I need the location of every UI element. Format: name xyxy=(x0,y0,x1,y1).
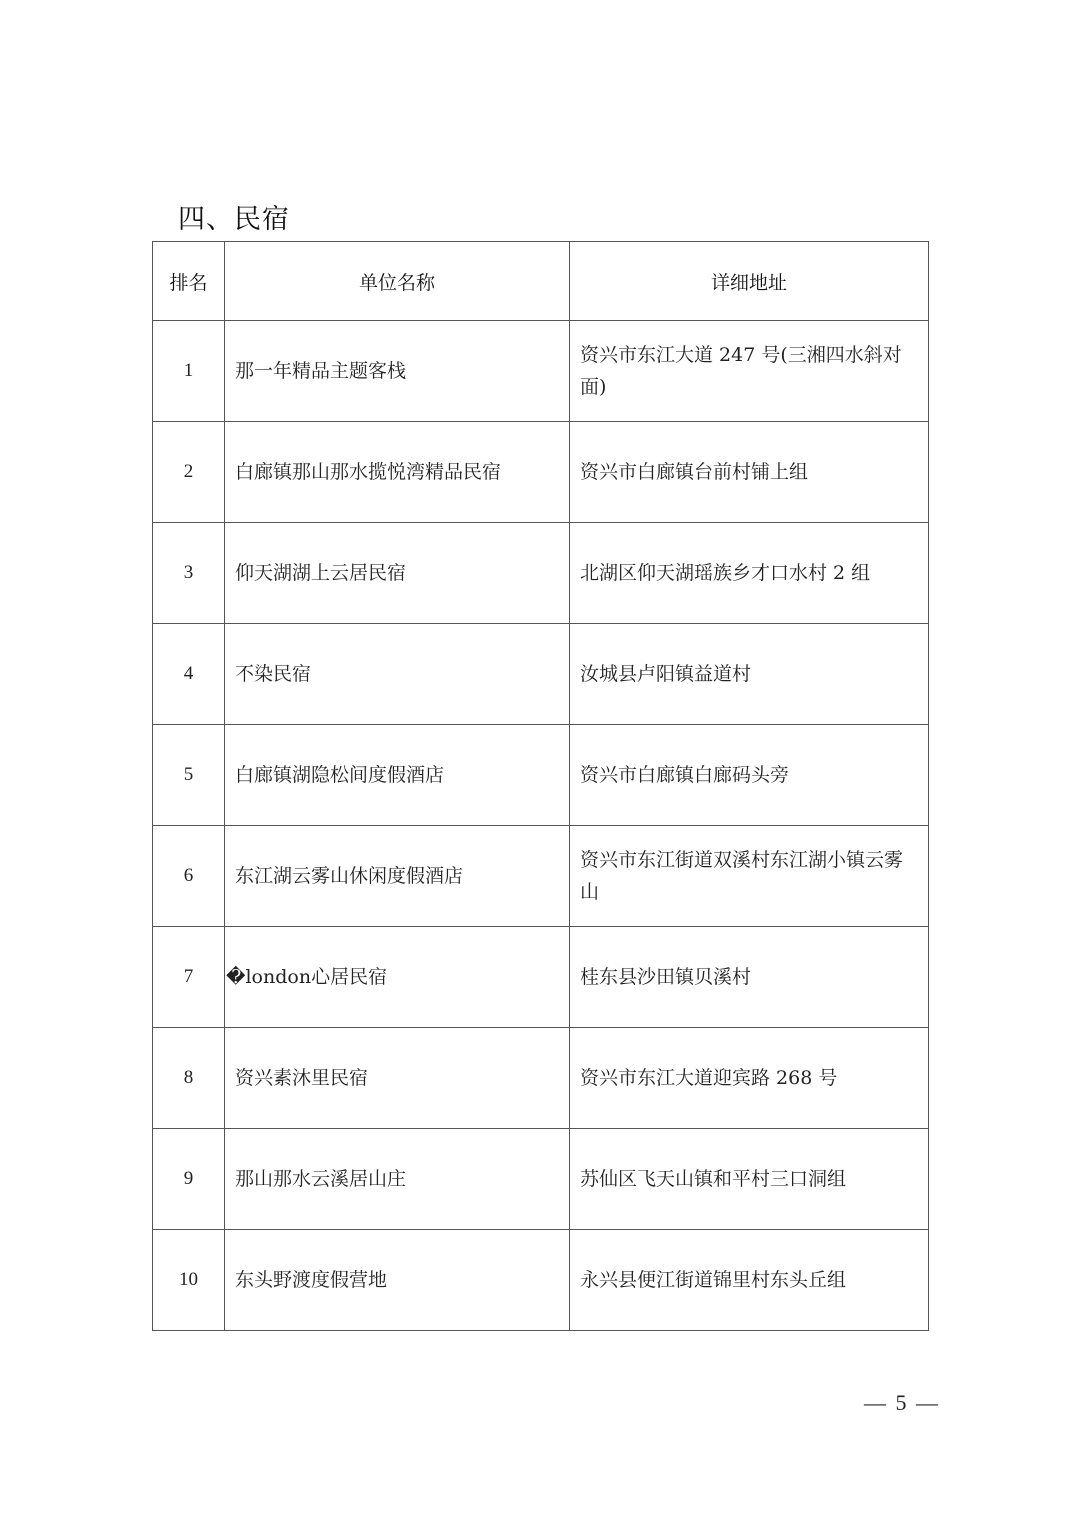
cell-rank: 6 xyxy=(153,826,225,927)
cell-name: 那一年精品主题客栈 xyxy=(225,321,570,422)
cell-address: 永兴县便江街道锦里村东头丘组 xyxy=(570,1230,929,1331)
cell-rank: 5 xyxy=(153,725,225,826)
cell-address: 苏仙区飞天山镇和平村三口洞组 xyxy=(570,1129,929,1230)
cell-rank: 10 xyxy=(153,1230,225,1331)
table-row xyxy=(153,826,929,927)
cell-address: 北湖区仰天湖瑶族乡才口水村 2 组 xyxy=(570,523,929,624)
header-name: 单位名称 xyxy=(225,242,570,321)
cell-rank: 9 xyxy=(153,1129,225,1230)
table-row xyxy=(153,1028,929,1129)
homestay-ranking-table xyxy=(152,241,929,1331)
cell-name: 不染民宿 xyxy=(225,624,570,725)
cell-rank: 1 xyxy=(153,321,225,422)
cell-address: 资兴市东江大道 247 号(三湘四水斜对面) xyxy=(570,321,929,422)
cell-name: �london心居民宿 xyxy=(225,927,570,1028)
cell-address: 资兴市东江大道迎宾路 268 号 xyxy=(570,1028,929,1129)
cell-rank: 4 xyxy=(153,624,225,725)
cell-address: 桂东县沙田镇贝溪村 xyxy=(570,927,929,1028)
table-row xyxy=(153,523,929,624)
cell-address: 资兴市白廊镇白廊码头旁 xyxy=(570,725,929,826)
table-row xyxy=(153,624,929,725)
cell-name: 东头野渡度假营地 xyxy=(225,1230,570,1331)
table-header-row xyxy=(153,242,929,321)
table-row xyxy=(153,725,929,826)
cell-name: 白廊镇那山那水揽悦湾精品民宿 xyxy=(225,422,570,523)
cell-name: 那山那水云溪居山庄 xyxy=(225,1129,570,1230)
cell-rank: 3 xyxy=(153,523,225,624)
table-row xyxy=(153,1129,929,1230)
table-row xyxy=(153,1230,929,1331)
cell-rank: 2 xyxy=(153,422,225,523)
table-row xyxy=(153,927,929,1028)
cell-name: 仰天湖湖上云居民宿 xyxy=(225,523,570,624)
cell-address: 汝城县卢阳镇益道村 xyxy=(570,624,929,725)
cell-name: 白廊镇湖隐松间度假酒店 xyxy=(225,725,570,826)
cell-address: 资兴市白廊镇台前村铺上组 xyxy=(570,422,929,523)
cell-rank: 8 xyxy=(153,1028,225,1129)
cell-name: 资兴素沐里民宿 xyxy=(225,1028,570,1129)
cell-rank: 7 xyxy=(153,927,225,1028)
cell-name: 东江湖云雾山休闲度假酒店 xyxy=(225,826,570,927)
page-number: — 5 — xyxy=(864,1390,940,1415)
header-address: 详细地址 xyxy=(570,242,929,321)
table-row xyxy=(153,321,929,422)
cell-address: 资兴市东江街道双溪村东江湖小镇云雾山 xyxy=(570,826,929,927)
header-rank: 排名 xyxy=(153,242,225,321)
table-row xyxy=(153,422,929,523)
section-title: 四、民宿 xyxy=(178,204,290,235)
